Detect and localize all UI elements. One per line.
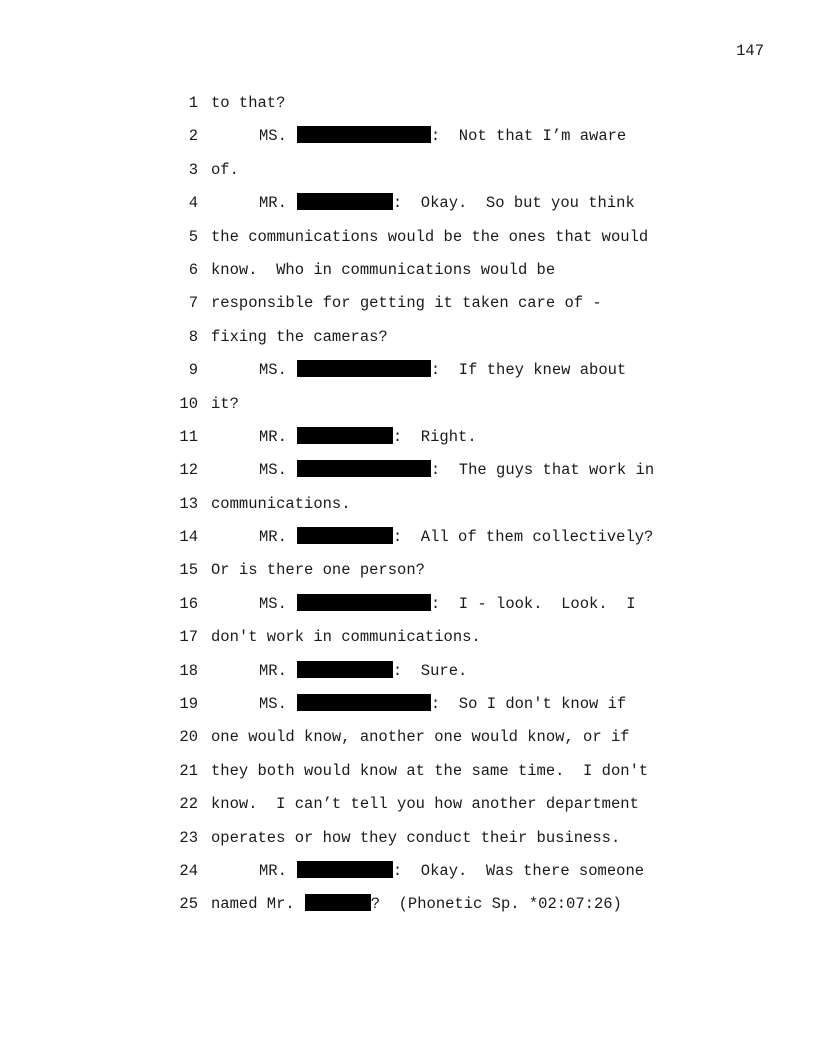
transcript-line bbox=[0, 793, 816, 826]
redaction-bar bbox=[297, 594, 431, 611]
redaction-bar bbox=[297, 360, 431, 377]
redaction-bar bbox=[297, 861, 393, 878]
transcript-line bbox=[0, 459, 816, 492]
line-text: it? bbox=[211, 394, 239, 413]
line-number: 22 bbox=[179, 795, 198, 814]
line-text: of. bbox=[211, 160, 239, 179]
redaction-bar bbox=[297, 694, 431, 711]
line-text-rest: : I - look. Look. I bbox=[430, 594, 636, 613]
speaker-prefix: MR. bbox=[259, 427, 287, 446]
line-text bbox=[259, 125, 626, 147]
line-number: 9 bbox=[188, 361, 198, 380]
line-text-rest: : Sure. bbox=[392, 661, 468, 680]
transcript-line bbox=[0, 125, 816, 158]
line-number: 15 bbox=[179, 561, 198, 580]
speaker-prefix: MS. bbox=[259, 461, 287, 480]
line-number: 17 bbox=[179, 628, 198, 647]
line-text-rest: : The guys that work in bbox=[430, 461, 655, 480]
line-text-rest: : Okay. So but you think bbox=[392, 194, 635, 213]
transcript-line bbox=[0, 393, 816, 426]
line-text bbox=[259, 693, 626, 715]
transcript-line bbox=[0, 626, 816, 659]
transcript-line bbox=[0, 493, 816, 526]
transcript-line bbox=[0, 192, 816, 225]
line-text-rest: : Right. bbox=[392, 427, 477, 446]
line-text bbox=[259, 593, 636, 615]
line-number: 6 bbox=[188, 260, 198, 279]
transcript-line bbox=[0, 559, 816, 592]
transcript-line bbox=[0, 893, 816, 926]
line-text bbox=[259, 660, 467, 682]
line-number: 25 bbox=[179, 895, 198, 914]
line-number: 5 bbox=[188, 227, 198, 246]
line-text: Or is there one person? bbox=[211, 561, 425, 580]
line-number: 24 bbox=[179, 861, 198, 880]
line-text-rest: : Okay. Was there someone bbox=[392, 861, 645, 880]
speaker-prefix: MS. bbox=[259, 695, 287, 714]
text-prefix: named Mr. bbox=[211, 895, 295, 914]
line-number: 8 bbox=[188, 327, 198, 346]
transcript-line bbox=[0, 326, 816, 359]
line-text-rest: : All of them collectively? bbox=[392, 528, 654, 547]
transcript-line bbox=[0, 159, 816, 192]
speaker-prefix: MR. bbox=[259, 861, 287, 880]
line-text bbox=[259, 192, 635, 214]
redaction-bar bbox=[297, 126, 431, 143]
line-number: 2 bbox=[188, 127, 198, 146]
line-text: communications. bbox=[211, 494, 351, 513]
transcript-line bbox=[0, 593, 816, 626]
speaker-prefix: MR. bbox=[259, 194, 287, 213]
line-number: 4 bbox=[188, 194, 198, 213]
line-text bbox=[259, 526, 653, 548]
line-text: operates or how they conduct their business. bbox=[211, 828, 621, 847]
line-text: know. Who in communications would be bbox=[211, 260, 556, 279]
transcript-line bbox=[0, 226, 816, 259]
line-text: they both would know at the same time. I don't bbox=[211, 761, 649, 780]
line-text: responsible for getting it taken care of - bbox=[211, 294, 602, 313]
transcript-line bbox=[0, 426, 816, 459]
transcript-line bbox=[0, 92, 816, 125]
transcript-line bbox=[0, 259, 816, 292]
redaction-bar bbox=[297, 527, 393, 544]
speaker-prefix: MS. bbox=[259, 594, 287, 613]
line-text-rest: : If they knew about bbox=[430, 361, 627, 380]
redaction-bar bbox=[297, 193, 393, 210]
line-text: don't work in communications. bbox=[211, 628, 481, 647]
transcript-line bbox=[0, 693, 816, 726]
transcript-line bbox=[0, 726, 816, 759]
line-text bbox=[259, 459, 654, 481]
line-text bbox=[211, 893, 622, 915]
redaction-bar bbox=[305, 894, 371, 911]
transcript-line bbox=[0, 660, 816, 693]
line-text: one would know, another one would know, or if bbox=[211, 728, 630, 747]
speaker-prefix: MR. bbox=[259, 528, 287, 547]
transcript-line bbox=[0, 827, 816, 860]
line-number: 1 bbox=[188, 94, 198, 112]
speaker-prefix: MS. bbox=[259, 361, 287, 380]
transcript-line bbox=[0, 292, 816, 325]
redaction-bar bbox=[297, 661, 393, 678]
redaction-bar bbox=[297, 460, 431, 477]
transcript-body bbox=[0, 92, 816, 927]
line-number: 10 bbox=[179, 394, 198, 413]
line-number: 18 bbox=[179, 661, 198, 680]
transcript-line bbox=[0, 860, 816, 893]
line-number: 7 bbox=[188, 294, 198, 313]
line-text: the communications would be the ones that would bbox=[211, 227, 649, 246]
line-text-rest: : Not that I’m aware bbox=[430, 127, 627, 146]
transcript-line bbox=[0, 760, 816, 793]
transcript-line bbox=[0, 359, 816, 392]
speaker-prefix: MS. bbox=[259, 127, 287, 146]
line-text: know. I can’t tell you how another department bbox=[211, 795, 639, 814]
line-number: 13 bbox=[179, 494, 198, 513]
line-number: 16 bbox=[179, 594, 198, 613]
line-number: 11 bbox=[179, 427, 198, 446]
redaction-bar bbox=[297, 427, 393, 444]
line-text bbox=[259, 860, 644, 882]
transcript-line bbox=[0, 526, 816, 559]
line-text: fixing the cameras? bbox=[211, 327, 388, 346]
line-text bbox=[259, 359, 626, 381]
line-number: 12 bbox=[179, 461, 198, 480]
line-number: 3 bbox=[188, 160, 198, 179]
line-number: 20 bbox=[179, 728, 198, 747]
line-number: 23 bbox=[179, 828, 198, 847]
line-text-rest: ? (Phonetic Sp. *02:07:26) bbox=[370, 895, 622, 914]
line-text-rest: : So I don't know if bbox=[430, 695, 627, 714]
page-number: 147 bbox=[736, 42, 764, 60]
line-number: 14 bbox=[179, 528, 198, 547]
line-number: 21 bbox=[179, 761, 198, 780]
line-number: 19 bbox=[179, 695, 198, 714]
line-text bbox=[259, 426, 477, 448]
line-text: to that? bbox=[211, 94, 286, 112]
speaker-prefix: MR. bbox=[259, 661, 287, 680]
